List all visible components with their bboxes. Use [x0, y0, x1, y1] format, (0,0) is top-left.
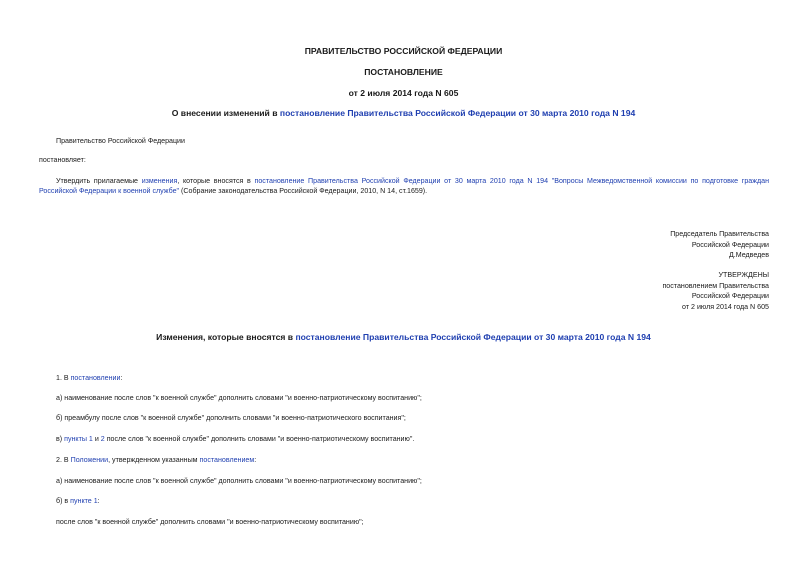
approval-line-1: УТВЕРЖДЕНЫ [718, 271, 769, 279]
change-item-2-end: : [254, 456, 257, 464]
body-paragraph-1: Правительство Российской Федерации [56, 137, 185, 145]
regulation-link[interactable]: Положении [70, 456, 109, 464]
change-item-1 [56, 373, 122, 383]
body-paragraph-3-mid: , которые вносятся в [177, 177, 255, 185]
change-item-1b: б) преамбулу после слов "к военной службе" дополнить словами "и военно-патриотического воспитания"; [56, 414, 406, 422]
changes-heading-link[interactable]: постановление Правительства Российской Федерации от 30 марта 2010 года N 194 [295, 332, 651, 342]
document-title-prefix: О внесении изменений в [171, 108, 280, 118]
approval-line-3: Российской Федерации [691, 292, 769, 300]
body-paragraph-3-start: Утвердить прилагаемые [56, 177, 142, 185]
resolution-ref-link[interactable]: постановлением [199, 456, 255, 464]
signature-line-1: Председатель Правительства [670, 230, 769, 238]
change-item-2a: а) наименование после слов "к военной службе" дополнить словами "и военно-патриотическому воспитанию"; [56, 477, 422, 485]
approval-block [662, 270, 769, 312]
change-item-2-mid: , утвержденном указанным [108, 456, 200, 464]
change-item-2b-end: : [97, 497, 100, 505]
document-type: ПОСТАНОВЛЕНИЕ [364, 67, 443, 77]
points-1-link[interactable]: пункты 1 [64, 435, 93, 443]
resolution-194-link[interactable]: постановление Правительства Российской Федерации от 30 марта 2010 года N 194 "Вопросы Межведомственной комиссии по подготовке граждан Российской Федерации к военной службе" [39, 177, 770, 195]
change-item-2b-text: после слов "к военной службе" дополнить словами "и военно-патриотическому воспитанию"; [56, 518, 364, 526]
point-2-link[interactable]: 2 [100, 435, 105, 443]
signature-line-3: Д.Медведев [728, 251, 769, 259]
document-title [0, 108, 807, 118]
signature-block [670, 229, 769, 261]
change-item-1a: а) наименование после слов "к военной службе" дополнить словами "и военно-патриотическому воспитанию"; [56, 394, 422, 402]
changes-link[interactable]: изменения [141, 177, 178, 185]
government-heading: ПРАВИТЕЛЬСТВО РОССИЙСКОЙ ФЕДЕРАЦИИ [304, 46, 503, 56]
document-date-number: от 2 июля 2014 года N 605 [348, 88, 459, 98]
approval-line-2: постановлением Правительства [662, 281, 769, 290]
body-paragraph-3 [39, 176, 769, 196]
body-paragraph-3-end: (Собрание законодательства Российской Федерации, 2010, N 14, ст.1659). [179, 187, 428, 195]
document-title-link[interactable]: постановление Правительства Российской Федерации от 30 марта 2010 года N 194 [279, 108, 636, 118]
change-item-1c [56, 434, 414, 444]
resolution-link[interactable]: постановлении [70, 374, 121, 382]
body-paragraph-2: постановляет: [39, 156, 86, 164]
change-item-1c-start: в) [56, 435, 65, 443]
changes-heading-prefix: Изменения, которые вносятся в [156, 332, 296, 342]
point-1-link[interactable]: пункте 1 [70, 497, 98, 505]
change-item-2 [56, 455, 256, 465]
changes-heading [0, 332, 807, 342]
change-item-1-start: 1. В [56, 374, 71, 382]
change-item-1c-mid: и [92, 435, 101, 443]
change-item-1-end: : [120, 374, 123, 382]
approval-line-4: от 2 июля 2014 года N 605 [682, 302, 769, 311]
change-item-2b [56, 496, 100, 506]
signature-line-2: Российской Федерации [691, 240, 769, 249]
change-item-1c-end: после слов "к военной службе" дополнить словами "и военно-патриотическому воспитанию". [104, 435, 415, 443]
change-item-2b-start: б) в [56, 497, 71, 505]
change-item-2-start: 2. В [56, 456, 71, 464]
